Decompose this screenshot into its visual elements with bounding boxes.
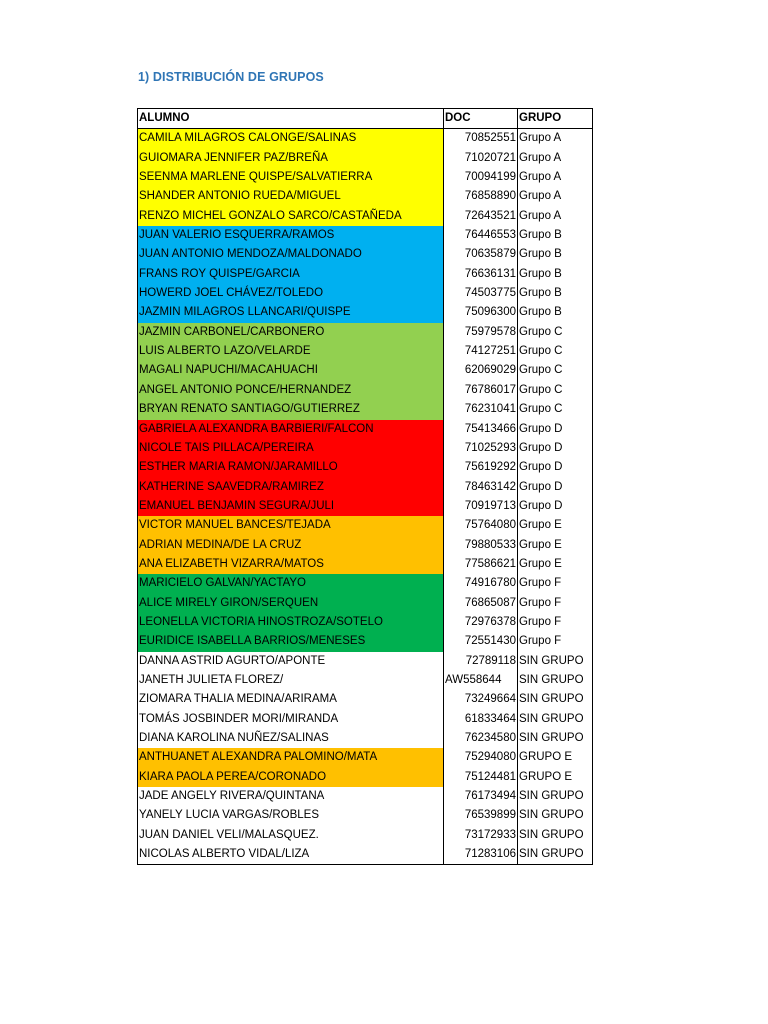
cell-doc: 71025293 — [444, 439, 518, 458]
cell-alumno: LEONELLA VICTORIA HINOSTROZA/SOTELO — [138, 613, 444, 632]
table-row — [138, 710, 593, 729]
table-row — [138, 458, 593, 477]
cell-doc: 72789118 — [444, 652, 518, 671]
table-row — [138, 690, 593, 709]
cell-grupo: Grupo F — [518, 594, 593, 613]
cell-grupo: Grupo E — [518, 536, 593, 555]
table-row — [138, 768, 593, 787]
cell-doc: 75413466 — [444, 420, 518, 439]
cell-alumno: JADE ANGELY RIVERA/QUINTANA — [138, 787, 444, 806]
cell-alumno: JAZMIN CARBONEL/CARBONERO — [138, 323, 444, 342]
cell-grupo: Grupo B — [518, 265, 593, 284]
cell-doc: 72643521 — [444, 207, 518, 226]
cell-doc: 78463142 — [444, 478, 518, 497]
cell-grupo: Grupo D — [518, 497, 593, 516]
cell-alumno: HOWERD JOEL CHÁVEZ/TOLEDO — [138, 284, 444, 303]
cell-doc: 76539899 — [444, 806, 518, 825]
cell-doc: 76636131 — [444, 265, 518, 284]
table-row — [138, 652, 593, 671]
table-row — [138, 420, 593, 439]
cell-doc: 75979578 — [444, 323, 518, 342]
table-row — [138, 748, 593, 767]
cell-alumno: JAZMIN MILAGROS LLANCARI/QUISPE — [138, 303, 444, 322]
cell-alumno: TOMÁS JOSBINDER MORI/MIRANDA — [138, 710, 444, 729]
cell-alumno: KATHERINE SAAVEDRA/RAMIREZ — [138, 478, 444, 497]
cell-alumno: NICOLE TAIS PILLACA/PEREIRA — [138, 439, 444, 458]
cell-alumno: JUAN VALERIO ESQUERRA/RAMOS — [138, 226, 444, 245]
table-row — [138, 574, 593, 593]
cell-alumno: KIARA PAOLA PEREA/CORONADO — [138, 768, 444, 787]
cell-doc: 70635879 — [444, 245, 518, 264]
cell-grupo: SIN GRUPO — [518, 729, 593, 748]
cell-grupo: SIN GRUPO — [518, 806, 593, 825]
cell-alumno: ESTHER MARIA RAMON/JARAMILLO — [138, 458, 444, 477]
cell-alumno: LUIS ALBERTO LAZO/VELARDE — [138, 342, 444, 361]
table-row — [138, 226, 593, 245]
column-header-grupo: GRUPO — [518, 109, 593, 129]
table-header-row — [138, 109, 593, 129]
cell-grupo: SIN GRUPO — [518, 710, 593, 729]
cell-alumno: SEENMA MARLENE QUISPE/SALVATIERRA — [138, 168, 444, 187]
cell-alumno: JUAN DANIEL VELI/MALASQUEZ. — [138, 826, 444, 845]
cell-doc: 73249664 — [444, 690, 518, 709]
cell-doc: 75096300 — [444, 303, 518, 322]
table-row — [138, 787, 593, 806]
cell-doc: 70852551 — [444, 129, 518, 149]
cell-alumno: JANETH JULIETA FLOREZ/ — [138, 671, 444, 690]
cell-alumno: DANNA ASTRID AGURTO/APONTE — [138, 652, 444, 671]
cell-alumno: MARICIELO GALVAN/YACTAYO — [138, 574, 444, 593]
cell-grupo: Grupo D — [518, 439, 593, 458]
cell-doc: 76173494 — [444, 787, 518, 806]
column-header-doc: DOC — [444, 109, 518, 129]
table-row — [138, 187, 593, 206]
cell-alumno: CAMILA MILAGROS CALONGE/SALINAS — [138, 129, 444, 149]
cell-grupo: Grupo B — [518, 303, 593, 322]
cell-grupo: Grupo B — [518, 226, 593, 245]
table-row — [138, 265, 593, 284]
table-row — [138, 342, 593, 361]
cell-grupo: Grupo D — [518, 420, 593, 439]
table-row — [138, 536, 593, 555]
cell-alumno: MAGALI NAPUCHI/MACAHUACHI — [138, 361, 444, 380]
cell-alumno: ANTHUANET ALEXANDRA PALOMINO/MATA — [138, 748, 444, 767]
cell-alumno: ZIOMARA THALIA MEDINA/ARIRAMA — [138, 690, 444, 709]
table-row — [138, 497, 593, 516]
table-row — [138, 555, 593, 574]
cell-doc: 74916780 — [444, 574, 518, 593]
cell-grupo: Grupo E — [518, 555, 593, 574]
table-row — [138, 516, 593, 535]
table-body — [138, 129, 593, 865]
cell-grupo: SIN GRUPO — [518, 826, 593, 845]
cell-doc: 76446553 — [444, 226, 518, 245]
cell-grupo: GRUPO E — [518, 768, 593, 787]
table-row — [138, 478, 593, 497]
cell-alumno: EMANUEL BENJAMIN SEGURA/JULI — [138, 497, 444, 516]
table-row — [138, 400, 593, 419]
cell-grupo: Grupo C — [518, 342, 593, 361]
cell-alumno: EURIDICE ISABELLA BARRIOS/MENESES — [138, 632, 444, 651]
table-row — [138, 207, 593, 226]
cell-doc: 77586621 — [444, 555, 518, 574]
groups-table — [137, 108, 593, 865]
table-row — [138, 806, 593, 825]
cell-grupo: Grupo F — [518, 574, 593, 593]
cell-doc: 71283106 — [444, 845, 518, 865]
table-row — [138, 284, 593, 303]
cell-grupo: Grupo C — [518, 361, 593, 380]
cell-doc: 76858890 — [444, 187, 518, 206]
cell-grupo: GRUPO E — [518, 748, 593, 767]
cell-doc: 71020721 — [444, 149, 518, 168]
table-row — [138, 632, 593, 651]
cell-doc: 74127251 — [444, 342, 518, 361]
cell-grupo: Grupo A — [518, 187, 593, 206]
cell-doc: 75124481 — [444, 768, 518, 787]
cell-doc: 76786017 — [444, 381, 518, 400]
table-row — [138, 845, 593, 865]
cell-grupo: Grupo C — [518, 400, 593, 419]
cell-grupo: SIN GRUPO — [518, 690, 593, 709]
cell-grupo: Grupo C — [518, 323, 593, 342]
table-row — [138, 149, 593, 168]
cell-doc: 72976378 — [444, 613, 518, 632]
cell-alumno: ANGEL ANTONIO PONCE/HERNANDEZ — [138, 381, 444, 400]
cell-doc: 75619292 — [444, 458, 518, 477]
cell-doc: 70094199 — [444, 168, 518, 187]
table-row — [138, 168, 593, 187]
cell-doc: 76234580 — [444, 729, 518, 748]
cell-grupo: Grupo B — [518, 284, 593, 303]
cell-grupo: SIN GRUPO — [518, 652, 593, 671]
table-row — [138, 129, 593, 149]
cell-alumno: NICOLAS ALBERTO VIDAL/LIZA — [138, 845, 444, 865]
cell-doc: 76865087 — [444, 594, 518, 613]
cell-doc: 74503775 — [444, 284, 518, 303]
cell-alumno: ADRIAN MEDINA/DE LA CRUZ — [138, 536, 444, 555]
cell-doc: 61833464 — [444, 710, 518, 729]
table-row — [138, 594, 593, 613]
cell-doc: 79880533 — [444, 536, 518, 555]
cell-grupo: Grupo F — [518, 613, 593, 632]
cell-doc: 73172933 — [444, 826, 518, 845]
cell-alumno: YANELY LUCIA VARGAS/ROBLES — [138, 806, 444, 825]
table-row — [138, 303, 593, 322]
cell-alumno: SHANDER ANTONIO RUEDA/MIGUEL — [138, 187, 444, 206]
column-header-alumno: ALUMNO — [138, 109, 444, 129]
table-row — [138, 826, 593, 845]
cell-alumno: RENZO MICHEL GONZALO SARCO/CASTAÑEDA — [138, 207, 444, 226]
table-row — [138, 671, 593, 690]
cell-grupo: Grupo D — [518, 478, 593, 497]
cell-grupo: Grupo A — [518, 129, 593, 149]
cell-doc: 72551430 — [444, 632, 518, 651]
cell-grupo: SIN GRUPO — [518, 845, 593, 865]
table-row — [138, 323, 593, 342]
cell-alumno: VICTOR MANUEL BANCES/TEJADA — [138, 516, 444, 535]
cell-alumno: GUIOMARA JENNIFER PAZ/BREÑA — [138, 149, 444, 168]
cell-doc: AW558644 — [444, 671, 518, 690]
cell-alumno: FRANS ROY QUISPE/GARCIA — [138, 265, 444, 284]
cell-grupo: Grupo A — [518, 168, 593, 187]
cell-alumno: JUAN ANTONIO MENDOZA/MALDONADO — [138, 245, 444, 264]
cell-alumno: GABRIELA ALEXANDRA BARBIERI/FALCON — [138, 420, 444, 439]
cell-grupo: Grupo D — [518, 458, 593, 477]
cell-grupo: Grupo E — [518, 516, 593, 535]
cell-doc: 75764080 — [444, 516, 518, 535]
table-row — [138, 361, 593, 380]
cell-grupo: SIN GRUPO — [518, 671, 593, 690]
cell-grupo: Grupo B — [518, 245, 593, 264]
cell-doc: 75294080 — [444, 748, 518, 767]
cell-alumno: BRYAN RENATO SANTIAGO/GUTIERREZ — [138, 400, 444, 419]
table-row — [138, 439, 593, 458]
cell-doc: 62069029 — [444, 361, 518, 380]
table-row — [138, 613, 593, 632]
cell-alumno: DIANA KAROLINA NUÑEZ/SALINAS — [138, 729, 444, 748]
table-row — [138, 381, 593, 400]
cell-alumno: ANA ELIZABETH VIZARRA/MATOS — [138, 555, 444, 574]
cell-doc: 70919713 — [444, 497, 518, 516]
section-title: 1) DISTRIBUCIÓN DE GRUPOS — [138, 70, 324, 84]
cell-grupo: Grupo A — [518, 207, 593, 226]
table-row — [138, 729, 593, 748]
cell-alumno: ALICE MIRELY GIRON/SERQUEN — [138, 594, 444, 613]
table-row — [138, 245, 593, 264]
cell-doc: 76231041 — [444, 400, 518, 419]
cell-grupo: Grupo F — [518, 632, 593, 651]
cell-grupo: Grupo A — [518, 149, 593, 168]
cell-grupo: SIN GRUPO — [518, 787, 593, 806]
cell-grupo: Grupo C — [518, 381, 593, 400]
